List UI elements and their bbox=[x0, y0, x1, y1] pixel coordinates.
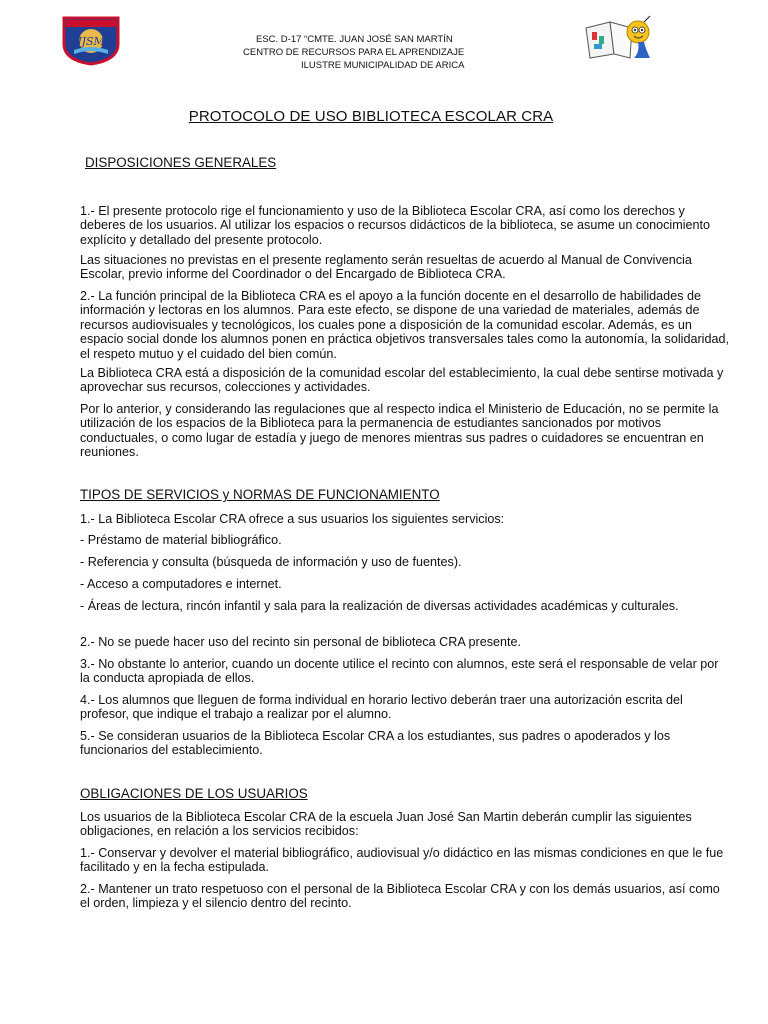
paragraph-general-2: Las situaciones no previstas en el presente reglamento serán resueltas de acuerdo al Manual de Convivencia Escolar, previo informe del Coordinador o del Encargado de Biblioteca CRA. bbox=[80, 253, 692, 282]
heading-obligaciones: OBLIGACIONES DE LOS USUARIOS bbox=[80, 786, 308, 801]
header-line-center: CENTRO DE RECURSOS PARA EL APRENDIZAJE bbox=[243, 47, 465, 58]
header-line-municipality: ILUSTRE MUNICIPALIDAD DE ARICA bbox=[301, 60, 465, 71]
paragraph-general-3: 2.- La función principal de la Biblioteca CRA es el apoyo a la función docente en el desarrollo de habilidades de información y lectoras en los alumnos. Para este efecto, se dispone de una variedad de materiales, además de recursos audiovisuales y tecnológicos, los cuales pone a disposición de la comunidad escolar. Además, es un espacio social donde los alumnos ponen en práctica objetivos transversales tales como la autonomía, la solidaridad, el respeto mutuo y el cuidado del bien común. bbox=[80, 289, 729, 361]
heading-tipos-de-servicios: TIPOS DE SERVICIOS y NORMAS DE FUNCIONAMIENTO bbox=[80, 487, 440, 502]
list-item-referencia: - Referencia y consulta (búsqueda de información y uso de fuentes). bbox=[80, 555, 462, 569]
list-item-prestamo: - Préstamo de material bibliográfico. bbox=[80, 533, 282, 547]
paragraph-services-2: 2.- No se puede hacer uso del recinto sin personal de biblioteca CRA presente. bbox=[80, 635, 522, 649]
paragraph-general-4: La Biblioteca CRA está a disposición de la comunidad escolar del establecimiento, la cual debe sentirse motivada y aprovechar sus recursos, colecciones y actividades. bbox=[80, 366, 724, 395]
school-crest-logo bbox=[60, 14, 122, 66]
reading-mascot-logo bbox=[580, 14, 658, 62]
paragraph-services-3: 3.- No obstante lo anterior, cuando un docente utilice el recinto con alumnos, este será el responsable de velar por la conducta apropiada de ellos. bbox=[80, 657, 719, 686]
paragraph-services-5: 5.- Se consideran usuarios de la Biblioteca Escolar CRA a los estudiantes, sus padres o apoderados y los funcionarios del establecimiento. bbox=[80, 729, 671, 758]
list-item-acceso: - Acceso a computadores e internet. bbox=[80, 577, 282, 591]
paragraph-services-1: 1.- La Biblioteca Escolar CRA ofrece a sus usuarios los siguientes servicios: bbox=[80, 512, 505, 526]
document-title: PROTOCOLO DE USO BIBLIOTECA ESCOLAR CRA bbox=[188, 108, 554, 125]
svg-text:JJSM: JJSM bbox=[77, 35, 105, 48]
paragraph-general-1: 1.- El presente protocolo rige el funcionamiento y uso de la Biblioteca Escolar CRA, así como los derechos y deberes de los usuarios. Al utilizar los espacios o recursos didácticos de la biblioteca, se asume un conocimiento explícito y detallado del presente protocolo. bbox=[80, 204, 711, 247]
paragraph-obligations-1: Los usuarios de la Biblioteca Escolar CRA de la escuela Juan José San Martin deberán cumplir las siguientes obligaciones, en relación a los servicios recibidos: bbox=[80, 810, 692, 839]
heading-disposiciones-generales: DISPOSICIONES GENERALES bbox=[85, 155, 277, 170]
paragraph-general-5: Por lo anterior, y considerando las regulaciones que al respecto indica el Ministerio de Educación, no se permite la utilización de los espacios de la Biblioteca para la permanencia de estudiantes sancionados por motivos conductuales, o como lugar de estadía y juego de menores mientras sus padres o cuidadores se encuentran en reuniones. bbox=[80, 402, 719, 460]
paragraph-services-4: 4.- Los alumnos que lleguen de forma individual en horario lectivo deberán traer una autorización escrita del profesor, que indique el trabajo a realizar por el alumno. bbox=[80, 693, 683, 722]
paragraph-obligations-2: 1.- Conservar y devolver el material bibliográfico, audiovisual y/o didáctico en las mismas condiciones en que le fue facilitado y en la fecha estipulada. bbox=[80, 846, 724, 875]
header-line-school: ESC. D-17 “CMTE. JUAN JOSÉ SAN MARTÍN bbox=[256, 34, 453, 45]
paragraph-obligations-3: 2.- Mantener un trato respetuoso con el personal de la Biblioteca Escolar CRA y con los demás usuarios, así como el orden, limpieza y el silencio dentro del recinto. bbox=[80, 882, 720, 911]
list-item-areas: - Áreas de lectura, rincón infantil y sala para la realización de diversas actividades académicas y culturales. bbox=[80, 599, 679, 613]
